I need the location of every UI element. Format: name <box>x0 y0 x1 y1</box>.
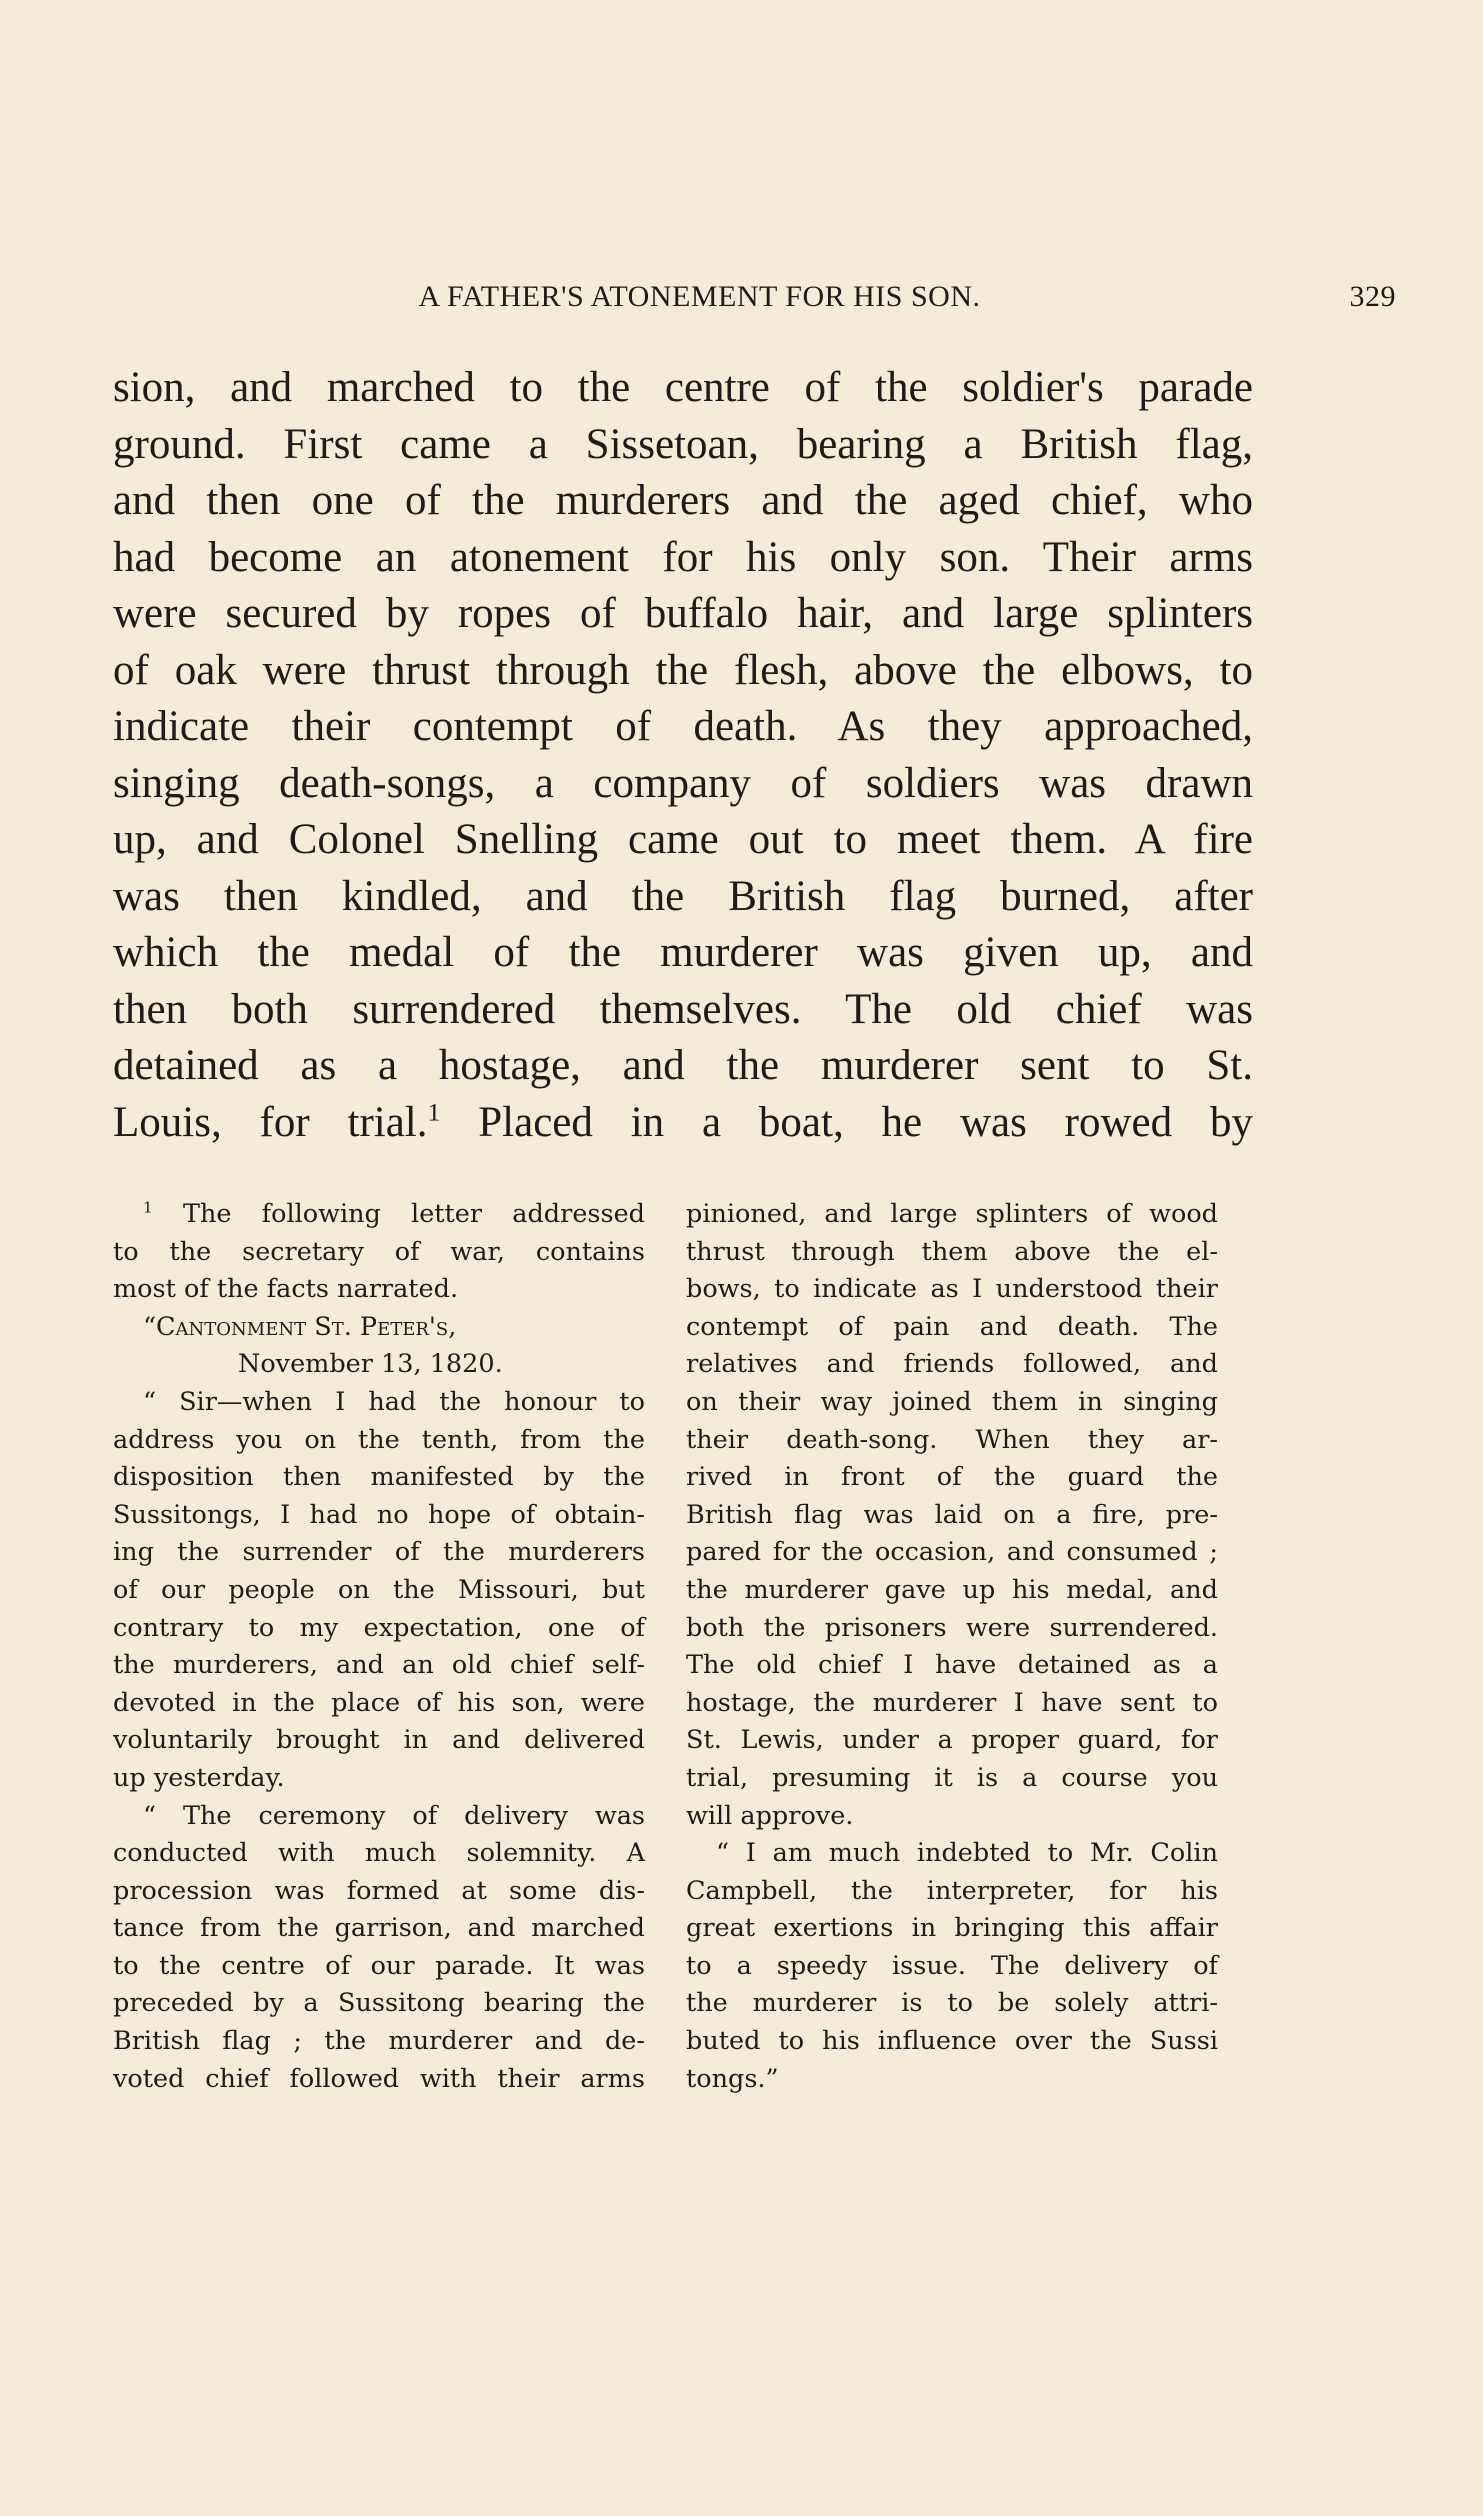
footnote-line: will approve. <box>686 1800 854 1831</box>
footnote-line: voluntarily brought in and delivered <box>113 1725 645 1756</box>
footnote-line: of our people on the Missouri, but <box>113 1574 645 1605</box>
body-line-segment: Placed in a boat, he was rowed by <box>440 1098 1253 1146</box>
body-line: detained as a hostage, and the murderer sent to St. <box>113 1042 1253 1089</box>
footnote-line: trial, presuming it is a course you <box>686 1762 1218 1793</box>
footnote-line: great exertions in bringing this affair <box>686 1913 1218 1944</box>
footnote-line: the murderer is to be solely attri- <box>686 1988 1218 2019</box>
footnote-line: bows, to indicate as I understood their <box>686 1274 1218 1305</box>
footnote-line: contrary to my expectation, one of <box>113 1612 645 1643</box>
footnote-line: up yesterday. <box>113 1762 285 1793</box>
body-line: indicate their contempt of death. As they approached, <box>113 703 1253 750</box>
footnote-line: most of the facts narrated. <box>113 1274 459 1305</box>
footnote-line: on their way joined them in singing <box>686 1386 1218 1417</box>
body-line: had become an atonement for his only son. Their arms <box>113 533 1253 581</box>
footnote-line: disposition then manifested by the <box>113 1462 645 1493</box>
footnote-line: to a speedy issue. The delivery of <box>686 1950 1218 1981</box>
body-line-segment: Louis, for trial. <box>113 1098 428 1146</box>
footnote-line: procession was formed at some dis- <box>113 1875 645 1906</box>
footnote-line: hostage, the murderer I have sent to <box>686 1687 1218 1718</box>
footnote-line: preceded by a Sussitong bearing the <box>113 1988 645 2019</box>
footnote-line: Sussitongs, I had no hope of obtain- <box>113 1499 645 1530</box>
footnote-line: to the centre of our parade. It was <box>113 1950 645 1981</box>
footnote-line: relatives and friends followed, and <box>686 1349 1218 1380</box>
body-text <box>113 360 1253 1151</box>
body-line: sion, and marched to the centre of the soldier's parade <box>113 364 1253 411</box>
footnote-letter-date: November 13, 1820. <box>238 1349 503 1380</box>
footnote-line: “ The ceremony of delivery was <box>143 1800 645 1831</box>
footnote-line: tance from the garrison, and marched <box>113 1913 645 1944</box>
footnote-line: pared for the occasion, and consumed ; <box>686 1537 1218 1568</box>
footnote-line: The old chief I have detained as a <box>686 1650 1218 1681</box>
body-line: were secured by ropes of buffalo hair, and large splinters <box>113 590 1253 637</box>
footnote-line: British flag ; the murderer and de- <box>113 2026 645 2057</box>
footnote-line: ing the surrender of the murderers <box>113 1537 645 1568</box>
footnote-line: the murderers, and an old chief self- <box>113 1650 645 1681</box>
footnote-line: “ I am much indebted to Mr. Colin <box>716 1838 1218 1869</box>
footnote-line: the murderer gave up his medal, and <box>686 1574 1218 1605</box>
footnote-line: both the prisoners were surrendered. <box>686 1612 1218 1643</box>
body-line: was then kindled, and the British flag burned, after <box>113 872 1253 920</box>
footnote-line: contempt of pain and death. The <box>686 1311 1218 1342</box>
body-line: of oak were thrust through the flesh, above the elbows, to <box>113 646 1253 694</box>
footnote-line: to the secretary of war, contains <box>113 1236 645 1267</box>
footnote-line: $^1$ The following letter addressed <box>143 1198 645 1229</box>
footnote-line: buted to his influence over the Sussi <box>686 2026 1218 2057</box>
footnote-line: St. Lewis, under a proper guard, for <box>686 1725 1218 1756</box>
running-title: A FATHER'S ATONEMENT FOR HIS SON. <box>418 280 981 313</box>
footnote-reference: 1 <box>427 1097 441 1127</box>
footnote-line: British flag was laid on a fire, pre- <box>686 1499 1218 1530</box>
page-number: 329 <box>1349 280 1396 313</box>
footnotes <box>113 1196 1253 2396</box>
body-line: which the medal of the murderer was given up, and <box>113 929 1253 976</box>
body-line: then both surrendered themselves. The old chief was <box>113 985 1253 1033</box>
body-line: up, and Colonel Snelling came out to meet them. A fire <box>113 816 1253 863</box>
body-line: ground. First came a Sissetoan, bearing a British flag, <box>113 420 1253 468</box>
footnote-line: thrust through them above the el- <box>686 1236 1218 1267</box>
footnote-column-left <box>113 1196 645 2098</box>
body-line: and then one of the murderers and the aged chief, who <box>113 477 1253 524</box>
footnote-column-right <box>686 1196 1218 2098</box>
footnote-line: their death-song. When they ar- <box>686 1424 1218 1455</box>
body-line: singing death-songs, a company of soldiers was drawn <box>113 759 1253 807</box>
footnote-line: Campbell, the interpreter, for his <box>686 1875 1218 1906</box>
footnote-line: address you on the tenth, from the <box>113 1424 645 1455</box>
footnote-line: “ Sir—when I had the honour to <box>143 1386 645 1417</box>
footnote-line: tongs.” <box>686 2063 779 2094</box>
footnote-marker: 1 <box>143 1198 153 1217</box>
footnote-line: conducted with much solemnity. A <box>113 1838 645 1869</box>
body-line-last <box>113 1095 1253 1152</box>
footnote-line: pinioned, and large splinters of wood <box>686 1199 1218 1229</box>
footnote-line: voted chief followed with their arms <box>113 2063 645 2094</box>
running-header <box>113 280 1396 330</box>
footnote-letter-heading: “Cantonment St. Peter's, <box>143 1311 457 1342</box>
footnote-line: rived in front of the guard the <box>686 1462 1218 1493</box>
footnote-line: devoted in the place of his son, were <box>113 1687 645 1718</box>
